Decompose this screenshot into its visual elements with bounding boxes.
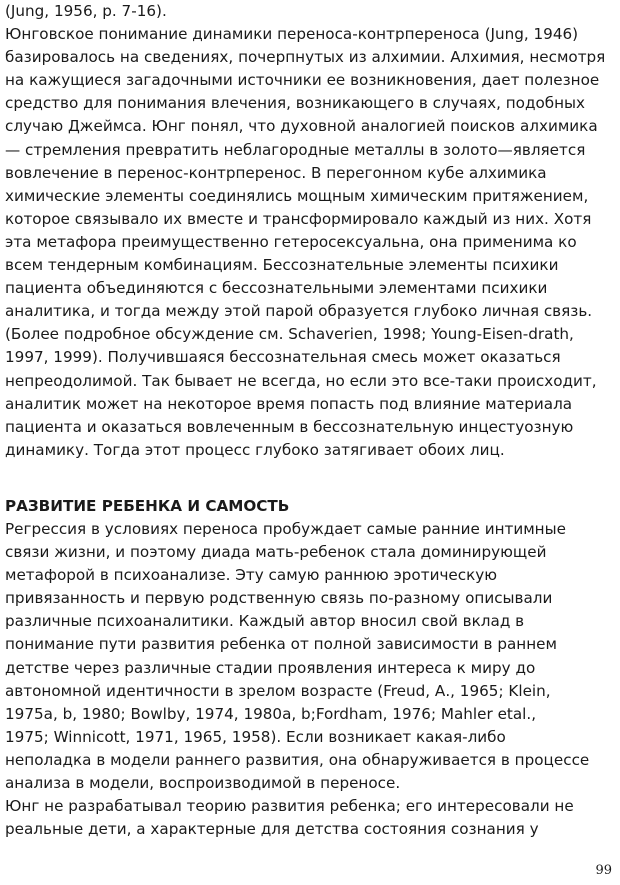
text-line: эта метафора преимущественно гетеросексуальна, она применима ко: [5, 232, 577, 251]
text-line: детстве через различные стадии проявления интереса к миру до: [5, 658, 536, 677]
text-line: Юнговское понимание динамики переноса-контрпереноса (Jung, 1946): [5, 25, 579, 44]
text-line: аналитика, и тогда между этой парой образуется глубоко личная связь.: [5, 302, 593, 321]
text-line: неполадка в модели раннего развития, она обнаруживается в процессе: [5, 750, 590, 769]
text-line: анализа в модели, воспроизводимой в переносе.: [5, 774, 401, 793]
section-heading: РАЗВИТИЕ РЕБЕНКА И САМОСТЬ: [5, 497, 290, 515]
text-line: случаю Джеймса. Юнг понял, что духовной аналогией поисков алхимика: [5, 117, 598, 136]
page-number: 99: [595, 863, 612, 878]
paragraph-2: [5, 518, 617, 841]
text-line: — стремления превратить неблагородные металлы в золото—является: [5, 140, 586, 159]
text-line: автономной идентичности в зрелом возрасте (Freud, А., 1965; Klein,: [5, 681, 551, 700]
text-line: 1975a, b, 1980; Bowlby, 1974, 1980a, b;Fordham, 1976; Mahler etal.,: [5, 704, 537, 723]
text-line: непреодолимой. Так бывает не всегда, но если это все-таки происходит,: [5, 371, 597, 390]
text-line: динамику. Тогда этот процесс глубоко затягивает обоих лиц.: [5, 440, 505, 459]
text-line: реальные дети, а характерные для детства состояния сознания у: [5, 820, 539, 839]
text-line: метафорой в психоанализе. Эту самую раннюю эротическую: [5, 566, 498, 585]
text-line: (Jung, 1956, p. 7-16).: [5, 2, 167, 20]
text-line: средство для понимания влечения, возникающего в случаях, подобных: [5, 94, 586, 113]
text-line: всем тендерным комбинациям. Бессознательные элементы психики: [5, 256, 559, 275]
text-line: пациента и оказаться вовлеченным в бессознательную инцестуозную: [5, 417, 574, 436]
text-line: 1997, 1999). Получившаяся бессознательная смесь может оказаться: [5, 348, 561, 367]
text-line: базировалось на сведениях, почерпнутых из алхимии. Алхимия, несмотря: [5, 48, 606, 67]
text-line: различные психоаналитики. Каждый автор вносил свой вклад в: [5, 612, 525, 631]
text-line: аналитик может на некоторое время попасть под влияние материала: [5, 394, 573, 413]
text-line: которое связывало их вместе и трансформировало каждый из них. Хотя: [5, 209, 592, 228]
text-line: Юнг не разрабатывал теорию развития ребенка; его интересовали не: [5, 797, 574, 816]
text-line: на кажущиеся загадочными источники ее возникновения, дает полезное: [5, 71, 600, 90]
paragraph-1: [5, 0, 617, 462]
text-line: привязанность и первую родственную связь по-разному описывали: [5, 589, 553, 608]
text-line: связи жизни, и поэтому диада мать-ребенок стала доминирующей: [5, 543, 547, 562]
text-line: понимание пути развития ребенка от полной зависимости в раннем: [5, 635, 557, 654]
text-line: Регрессия в условиях переноса пробуждает самые ранние интимные: [5, 520, 566, 538]
text-line: (Более подробное обсуждение см. Schaverien, 1998; Young-Eisen-drath,: [5, 325, 574, 344]
text-line: вовлечение в перенос-контрперенос. В перегонном кубе алхимика: [5, 163, 547, 182]
text-line: химические элементы соединялись мощным химическим притяжением,: [5, 186, 589, 205]
text-line: пациента объединяются с бессознательными элементами психики: [5, 279, 548, 298]
text-line: 1975; Winnicott, 1971, 1965, 1958). Если возникает какая-либо: [5, 727, 506, 746]
